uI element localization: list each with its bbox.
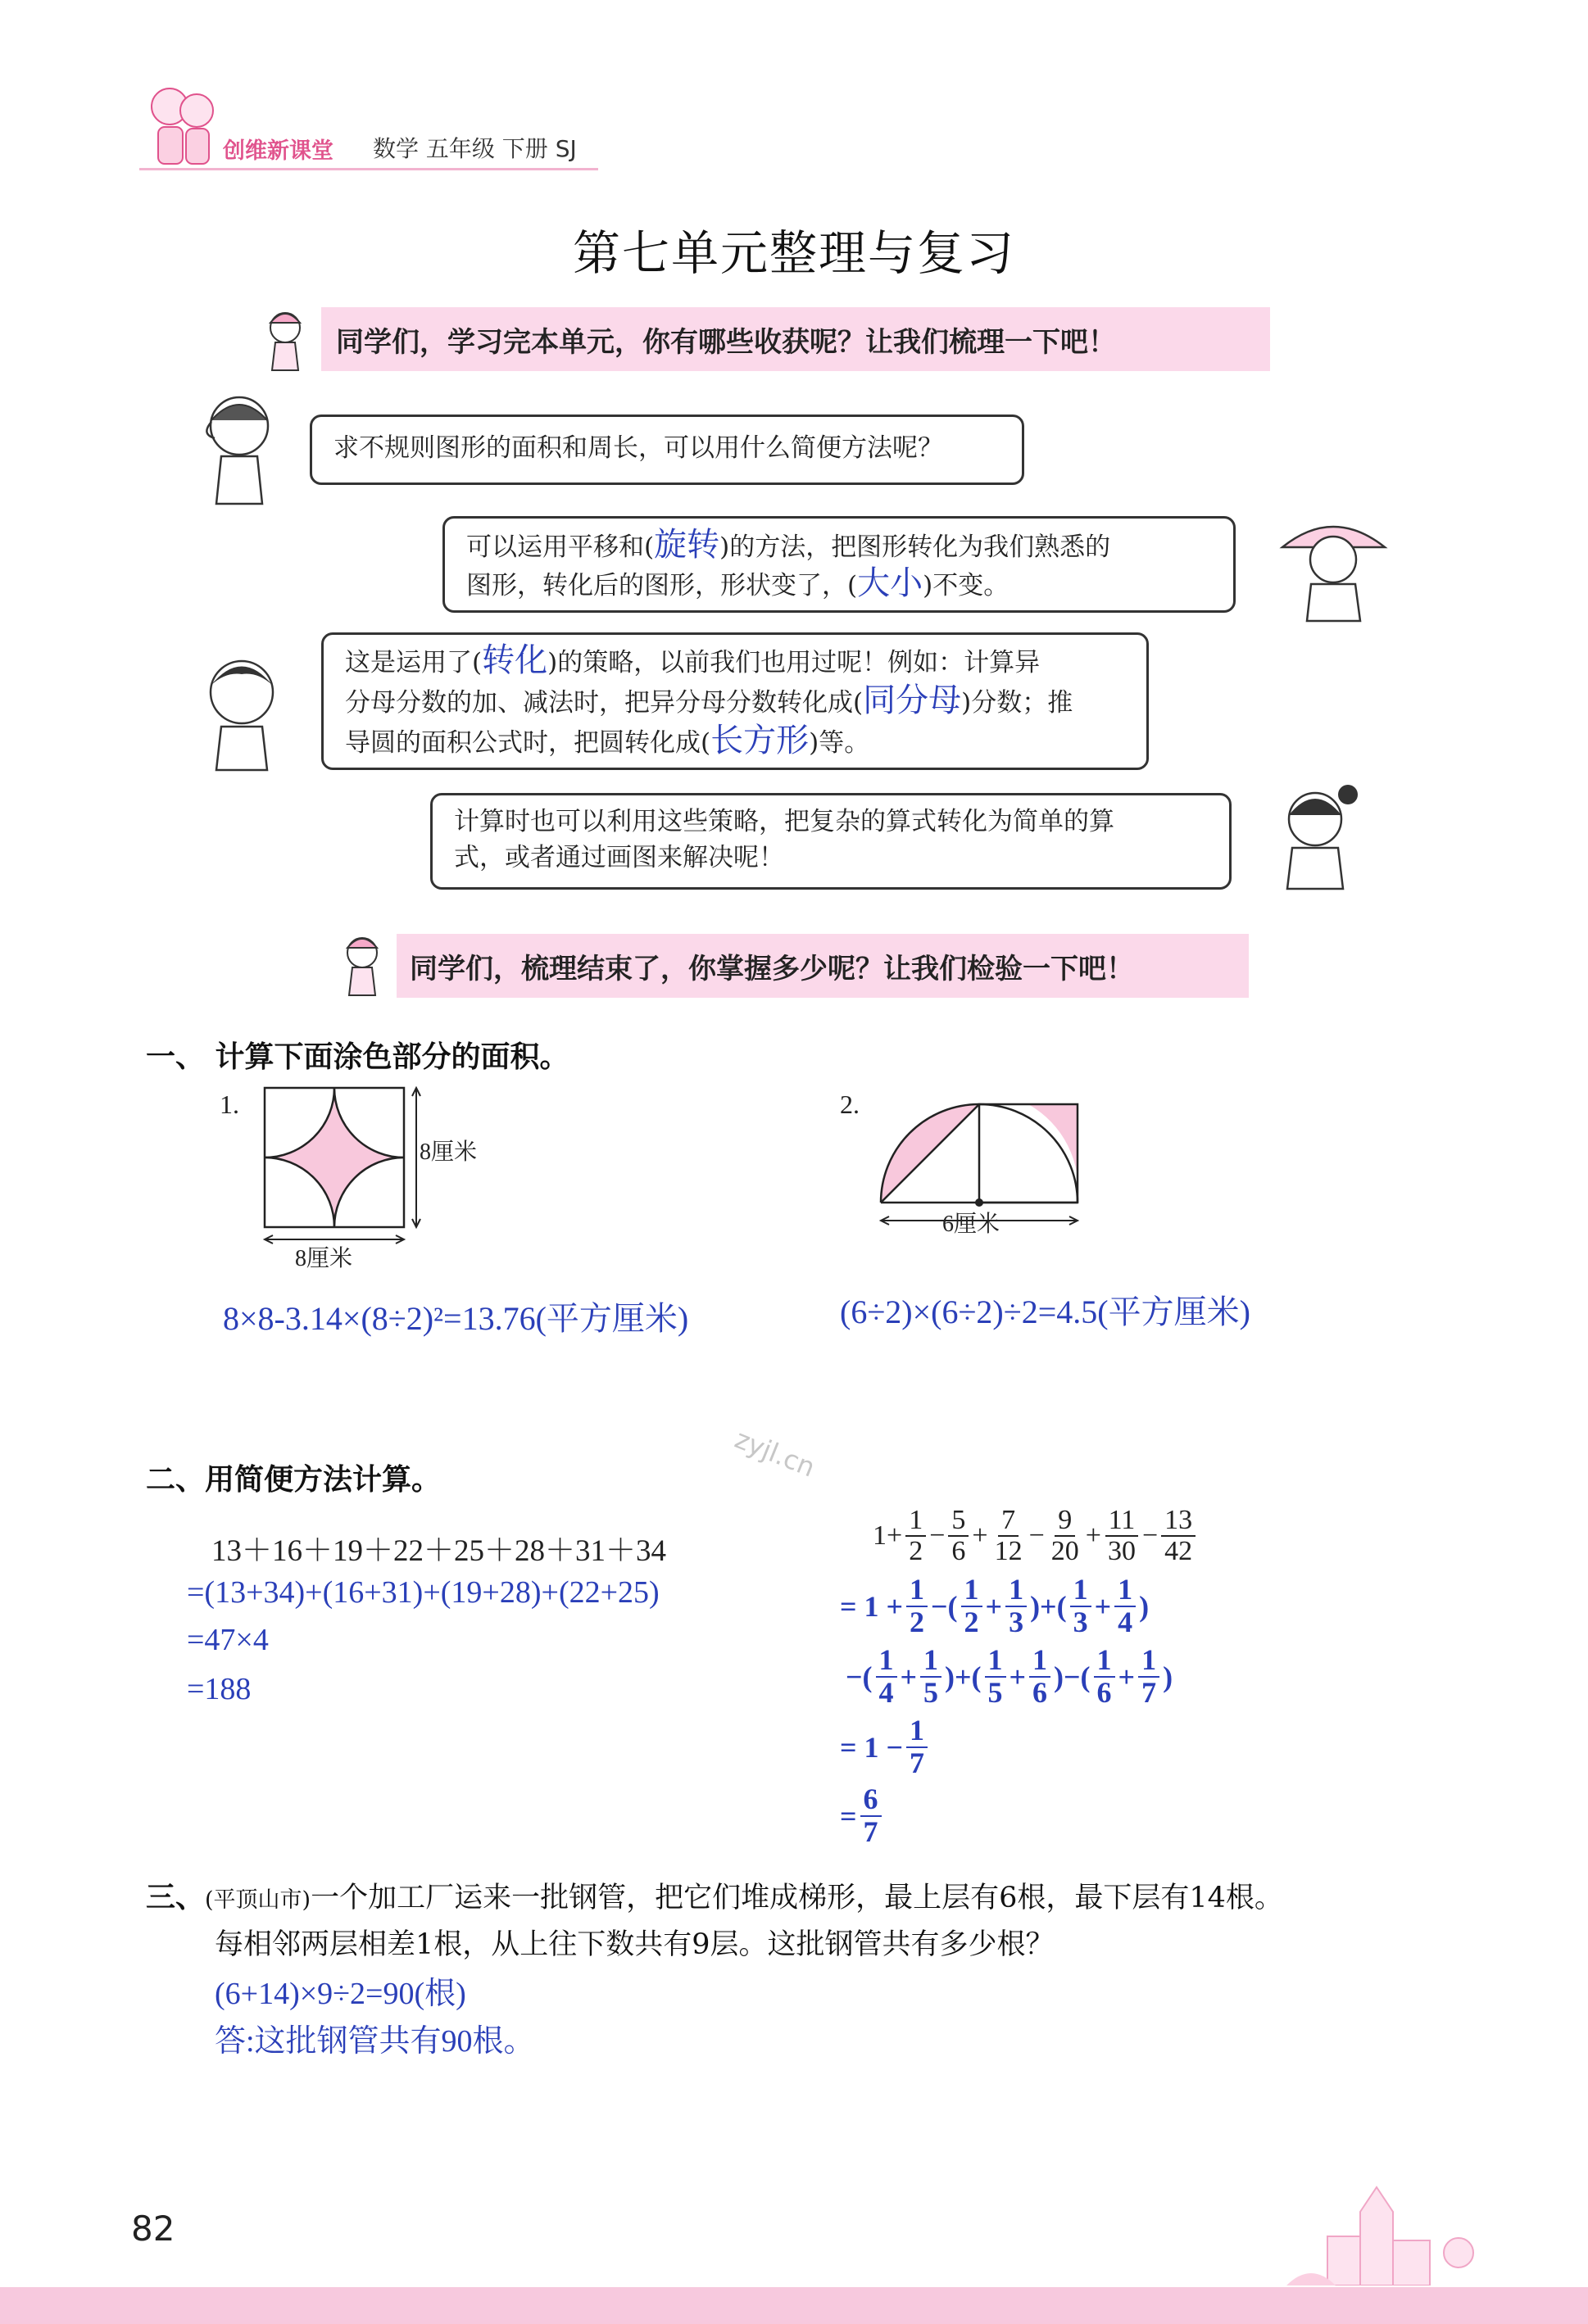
banner-intro xyxy=(321,307,1270,371)
speech-bubble-answer-1 xyxy=(442,516,1236,613)
section-3-line-1 xyxy=(146,1874,1283,1916)
header-brand: 创维新课堂 xyxy=(223,138,333,164)
fraction-term: $\frac{13}{42}$ xyxy=(1161,1506,1196,1565)
fig2-shaded-right xyxy=(1028,1104,1078,1203)
a2-text-6: )等。 xyxy=(809,728,870,758)
section-3-number: 三、 xyxy=(146,1881,206,1914)
a2-text-2: )的策略，以前我们也用过呢！例如：计算异 xyxy=(547,648,1041,677)
speech-bubble-answer-3 xyxy=(430,793,1232,890)
fig2-bottom-label: 6厘米 xyxy=(942,1212,1000,1237)
problem-answer-sentence: 答:这批钢管共有90根。 xyxy=(215,2024,535,2059)
fill-answer-rotate: 旋转 xyxy=(654,526,720,564)
fraction-sign: − xyxy=(929,1520,946,1551)
section-2-title: 二、用简便方法计算。 xyxy=(146,1463,442,1497)
banner-mascot-1 xyxy=(261,305,310,374)
header-info: 数学 五年级 下册 SJ xyxy=(373,135,577,162)
section-1-title: 一、 计算下面涂色部分的面积。 xyxy=(146,1040,569,1074)
problem-text-1: 一个加工厂运来一批钢管，把它们堆成梯形，最上层有6根，最下层有14根。 xyxy=(311,1882,1283,1914)
fig1-answer: 8×8-3.14×(8÷2)²=13.76(平方厘米) xyxy=(223,1300,689,1337)
a3-line-1: 计算时也可以利用这些策略，把复杂的算式转化为简单的算 xyxy=(454,807,1114,836)
fig1-bottom-label: 8厘米 xyxy=(295,1246,353,1271)
girl-avatar-1 xyxy=(1274,506,1393,625)
fraction-term: $\frac{5}{6}$ xyxy=(948,1506,969,1565)
footer-castle-illustration xyxy=(1278,2163,1491,2285)
boy-avatar-1 xyxy=(197,389,283,508)
a2-text-5: 导圆的面积公式时，把圆转化成( xyxy=(345,728,711,758)
fraction-expression-lead: 1+ xyxy=(873,1520,903,1551)
fraction-step-4: = $\frac{6}{7}$ xyxy=(840,1784,885,1848)
speech-bubble-question xyxy=(310,415,1024,485)
banner-check-text: 同学们，梳理结束了，你掌握多少呢？让我们检验一下吧！ xyxy=(410,952,1134,985)
fraction-term: $\frac{1}{2}$ xyxy=(905,1506,926,1565)
girl-avatar-2 xyxy=(1258,778,1372,893)
fraction-sign: − xyxy=(1028,1520,1045,1551)
sum-step-1: =(13+34)+(16+31)+(19+28)+(22+25) xyxy=(187,1575,660,1610)
speech-bubble-answer-2 xyxy=(321,632,1149,770)
fraction-sign: + xyxy=(972,1520,988,1551)
source-tag: (平顶山市) xyxy=(205,1887,311,1913)
fraction-step-2: −( $\frac{1}{4}$ + $\frac{1}{5}$ )+( $\frac{1}{5}$ + $\frac{1}{6}$ )−( $\frac{1}{6}$ + $\frac{1}{7}$ ) xyxy=(846,1643,1173,1709)
fig1-side-label: 8厘米 xyxy=(420,1139,478,1165)
sum-step-2: =47×4 xyxy=(187,1623,269,1657)
fraction-sign: + xyxy=(1085,1520,1101,1551)
watermark: zyjl.cn xyxy=(730,1423,819,1484)
a2-text-1: 这是运用了( xyxy=(345,648,483,677)
header-divider xyxy=(139,168,598,170)
fill-answer-rectangle: 长方形 xyxy=(710,722,810,759)
fill-answer-size: 大小 xyxy=(857,564,923,602)
fraction-expression xyxy=(873,1506,1199,1565)
problem-answer-equation: (6+14)×9÷2=90(根) xyxy=(215,1977,466,2011)
banner-mascot-2 xyxy=(338,930,387,999)
banner-check xyxy=(397,934,1249,998)
page-number: 82 xyxy=(131,2208,175,2249)
a1-text-1: 可以运用平移和( xyxy=(466,532,655,562)
fraction-step-1: = 1 + $\frac{1}{2}$ −( $\frac{1}{2}$ + $\frac{1}{3}$ )+( $\frac{1}{3}$ + $\frac{1}{4}$ ) xyxy=(840,1573,1150,1638)
footer-band xyxy=(0,2287,1588,2324)
sum-expression: 13＋16＋19＋22＋25＋28＋31＋34 xyxy=(211,1534,666,1568)
fill-answer-same-denominator: 同分母 xyxy=(863,682,962,719)
fig2-number: 2. xyxy=(840,1090,860,1119)
fill-answer-transform: 转化 xyxy=(482,641,548,679)
fraction-step-3: = 1 − $\frac{1}{7}$ xyxy=(840,1715,931,1779)
fig1-number: 1. xyxy=(220,1090,239,1119)
a1-text-2: )的方法，把图形转化为我们熟悉的 xyxy=(719,532,1111,562)
problem-text-2: 每相邻两层相差1根，从上往下数共有9层。这批钢管共有多少根？ xyxy=(215,1928,1055,1961)
page-title: 第七单元整理与复习 xyxy=(572,225,1015,281)
a1-text-3: 图形，转化后的图形，形状变了，( xyxy=(466,571,858,600)
fraction-term: $\frac{7}{12}$ xyxy=(994,1505,1023,1566)
fraction-term: $\frac{9}{20}$ xyxy=(1050,1505,1079,1566)
header-mascot xyxy=(143,78,221,172)
sum-step-3: =188 xyxy=(187,1672,252,1706)
fraction-sign: − xyxy=(1141,1520,1159,1551)
fraction-term: $\frac{11}{30}$ xyxy=(1105,1506,1139,1565)
fig2-answer: (6÷2)×(6÷2)÷2=4.5(平方厘米) xyxy=(840,1293,1250,1330)
a2-text-3: 分母分数的加、减法时，把异分母分数转化成( xyxy=(345,688,864,718)
a1-text-4: )不变。 xyxy=(923,571,1010,600)
boy-avatar-2 xyxy=(197,651,287,774)
a2-text-4: )分数；推 xyxy=(961,688,1073,718)
a3-line-2: 式，或者通过画图来解决呢！ xyxy=(454,843,784,872)
question-text: 求不规则图形的面积和周长，可以用什么简便方法呢？ xyxy=(333,433,943,463)
banner-intro-text: 同学们，学习完本单元，你有哪些收获呢？让我们梳理一下吧！ xyxy=(336,325,1116,359)
